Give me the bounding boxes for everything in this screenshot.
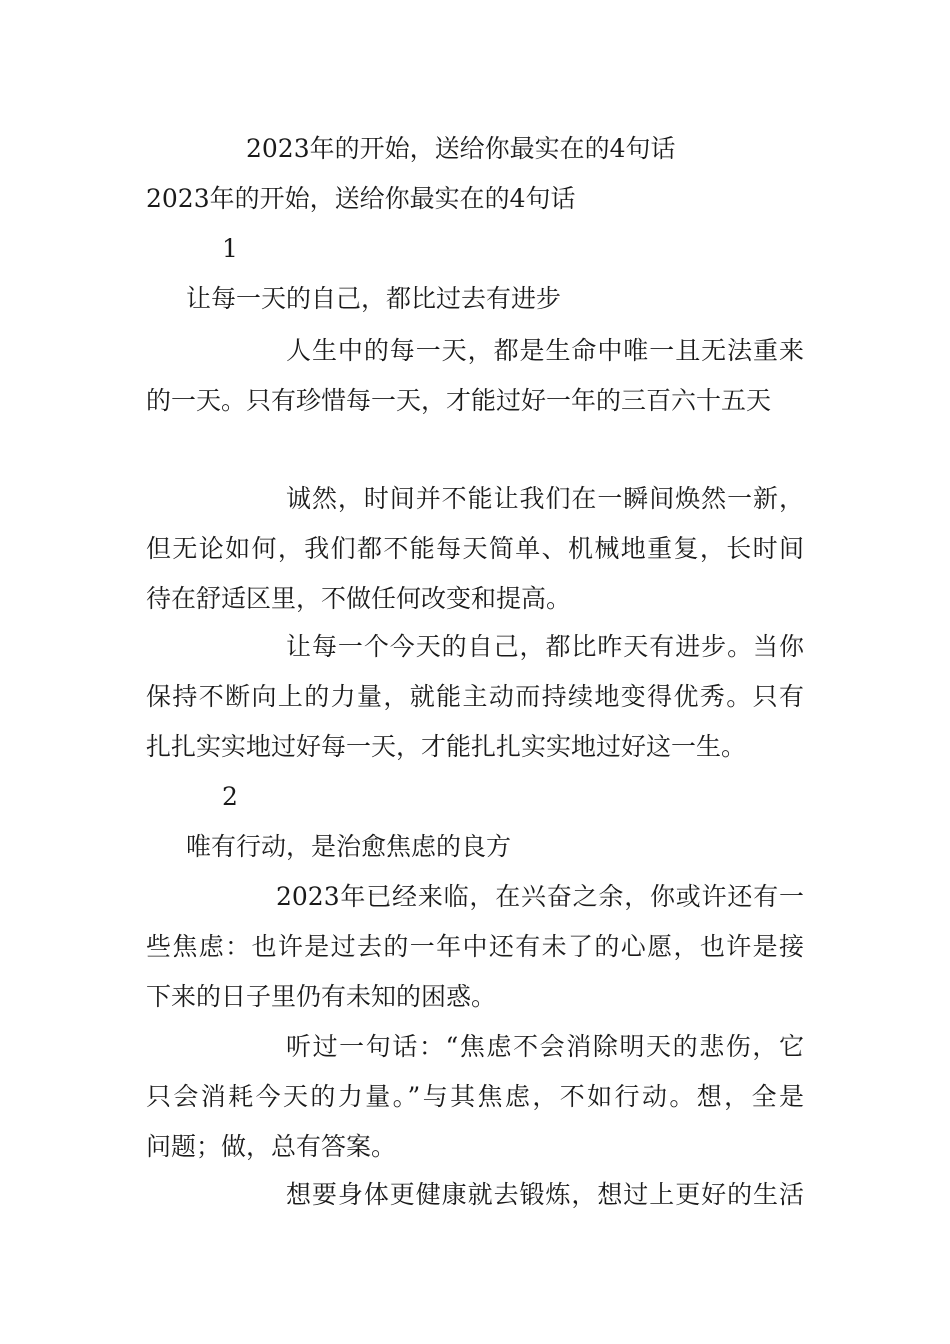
document-subtitle: 2023年的开始，送给你最实在的4句话 xyxy=(146,184,576,213)
paragraph-line: 待在舒适区里，不做任何改变和提高。 xyxy=(146,584,572,613)
section-number: 2 xyxy=(222,782,238,811)
paragraph-line: 听过一句话：“焦虑不会消除明天的悲伤，它 xyxy=(286,1032,804,1061)
paragraph-line: 诚然，时间并不能让我们在一瞬间焕然一新， xyxy=(286,484,804,513)
document-title: 2023年的开始，送给你最实在的4句话 xyxy=(246,134,676,163)
paragraph-line: 下来的日子里仍有未知的困惑。 xyxy=(146,982,497,1011)
paragraph-line: 问题；做，总有答案。 xyxy=(146,1132,397,1161)
paragraph-line: 2023年已经来临，在兴奋之余，你或许还有一 xyxy=(276,882,804,911)
paragraph-line: 但无论如何，我们都不能每天简单、机械地重复，长时间 xyxy=(146,534,804,563)
paragraph-line: 的一天。只有珍惜每一天，才能过好一年的三百六十五天 xyxy=(146,386,772,415)
section-number: 1 xyxy=(222,234,238,263)
section-heading: 让每一天的自己，都比过去有进步 xyxy=(186,284,562,313)
paragraph-line: 扎扎实实地过好每一天，才能扎扎实实地过好这一生。 xyxy=(146,732,747,761)
paragraph-line: 人生中的每一天，都是生命中唯一且无法重来 xyxy=(286,336,804,365)
paragraph-line: 想要身体更健康就去锻炼，想过上更好的生活 xyxy=(286,1180,804,1209)
section-heading: 唯有行动，是治愈焦虑的良方 xyxy=(186,832,512,861)
paragraph-line: 只会消耗今天的力量。”与其焦虑，不如行动。想，全是 xyxy=(146,1082,804,1111)
paragraph-line: 让每一个今天的自己，都比昨天有进步。当你 xyxy=(286,632,804,661)
paragraph-line: 保持不断向上的力量，就能主动而持续地变得优秀。只有 xyxy=(146,682,804,711)
paragraph-line: 些焦虑：也许是过去的一年中还有未了的心愿，也许是接 xyxy=(146,932,804,961)
